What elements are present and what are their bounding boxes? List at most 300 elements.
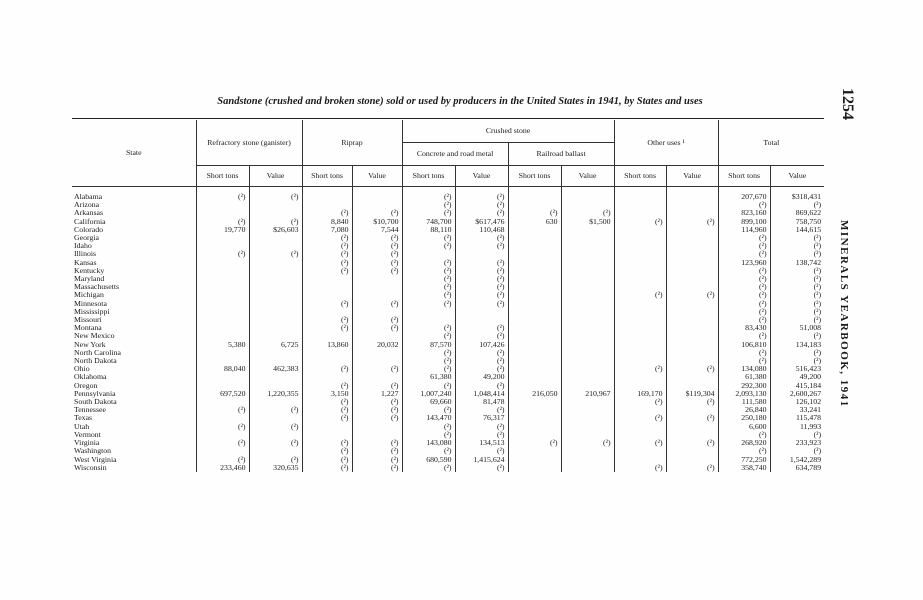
table-cell: (²): [352, 234, 402, 242]
table-cell: [352, 283, 402, 291]
table-cell: (²): [561, 439, 614, 447]
table-cell: (²): [196, 456, 249, 464]
table-cell: (²): [402, 300, 455, 308]
table-cell: [614, 275, 666, 283]
table-cell: (²): [718, 308, 770, 316]
table-cell: 772,250: [718, 456, 770, 464]
table-cell: (²): [302, 316, 352, 324]
table-cell: [352, 187, 402, 202]
table-cell: 114,960: [718, 226, 770, 234]
table-cell: [561, 423, 614, 431]
table-cell: 630: [508, 218, 561, 226]
table-cell: 81,478: [455, 398, 508, 406]
table-row: [72, 423, 824, 431]
table-cell: 88,110: [402, 226, 455, 234]
table-cell: (²): [402, 382, 455, 390]
table-cell: (²): [249, 456, 302, 464]
table-cell: 358,740: [718, 464, 770, 472]
table-cell: (²): [352, 267, 402, 275]
table-cell: [614, 382, 666, 390]
table-cell: 292,300: [718, 382, 770, 390]
table-cell: 216,050: [508, 390, 561, 398]
table-cell: [196, 316, 249, 324]
table-cell: (²): [402, 283, 455, 291]
state-name: Mississippi: [74, 307, 110, 316]
table-cell: (²): [666, 291, 718, 299]
table-cell: [561, 316, 614, 324]
table-cell: [508, 300, 561, 308]
table-cell: 210,967: [561, 390, 614, 398]
sandstone-table: [72, 120, 824, 472]
table-cell: [561, 267, 614, 275]
table-cell: (²): [770, 308, 824, 316]
table-cell: 6,600: [718, 423, 770, 431]
table-cell: [508, 373, 561, 381]
state-name: Idaho: [74, 242, 92, 251]
table-cell: 899,100: [718, 218, 770, 226]
state-name: North Dakota: [74, 357, 117, 366]
state-name: Tennessee: [74, 406, 106, 415]
table-cell: 61,380: [402, 373, 455, 381]
subheader-short-tons: Short tons: [196, 166, 249, 187]
table-cell: [455, 308, 508, 316]
table-cell: (²): [561, 209, 614, 217]
table-cell: (²): [352, 464, 402, 472]
table-cell: 5,380: [196, 341, 249, 349]
table-row: [72, 349, 824, 357]
table-row: [72, 300, 824, 308]
table-cell: (²): [402, 365, 455, 373]
table-cell: $1,500: [561, 218, 614, 226]
table-cell: [508, 414, 561, 422]
table-cell: [666, 316, 718, 324]
table-caption: Sandstone (crushed and broken stone) sold or used by producers in the United States in 1941, by States and uses: [217, 96, 703, 107]
table-cell: [352, 308, 402, 316]
table-cell: (²): [402, 187, 455, 202]
state-name: California: [74, 217, 106, 226]
table-cell: [508, 267, 561, 275]
table-cell: [508, 291, 561, 299]
table-cell: [508, 456, 561, 464]
table-cell: (²): [402, 431, 455, 439]
table-cell: [196, 308, 249, 316]
table-cell: (²): [352, 382, 402, 390]
table-cell: [508, 365, 561, 373]
running-head: MINERALS YEARBOOK, 1941: [838, 220, 850, 408]
table-cell: 169,170: [614, 390, 666, 398]
table-cell: [666, 324, 718, 332]
table-cell: [249, 283, 302, 291]
table-cell: [614, 242, 666, 250]
table-row: [72, 275, 824, 283]
table-cell: (²): [614, 218, 666, 226]
table-cell: (²): [455, 300, 508, 308]
header-railroad-ballast: Railroad ballast: [508, 143, 614, 166]
table-cell: [196, 324, 249, 332]
table-cell: (²): [718, 349, 770, 357]
table-cell: [614, 447, 666, 455]
table-cell: (²): [402, 357, 455, 365]
table-cell: (²): [718, 250, 770, 258]
state-name: Texas: [74, 414, 93, 423]
table-cell: [561, 357, 614, 365]
header-crushed-stone: Crushed stone: [402, 120, 614, 143]
table-cell: 123,960: [718, 259, 770, 267]
table-cell: [249, 382, 302, 390]
table-cell: [666, 382, 718, 390]
table-cell: [455, 316, 508, 324]
table-cell: [249, 291, 302, 299]
table-cell: [508, 464, 561, 472]
table-cell: [666, 349, 718, 357]
table-cell: 8,840: [302, 218, 352, 226]
subheader-value: Value: [770, 166, 824, 187]
table-cell: [508, 234, 561, 242]
state-name: Kansas: [74, 258, 97, 267]
table-cell: [249, 398, 302, 406]
table-cell: 13,860: [302, 341, 352, 349]
table-cell: [561, 283, 614, 291]
table-cell: (²): [718, 316, 770, 324]
table-cell: (²): [770, 242, 824, 250]
table-cell: [614, 316, 666, 324]
table-cell: [508, 357, 561, 365]
table-cell: [302, 291, 352, 299]
table-cell: [561, 414, 614, 422]
table-cell: 1,415,624: [455, 456, 508, 464]
table-cell: (²): [302, 382, 352, 390]
table-cell: (²): [770, 447, 824, 455]
table-cell: [455, 250, 508, 258]
table-cell: [508, 226, 561, 234]
table-cell: [249, 414, 302, 422]
table-cell: 758,750: [770, 218, 824, 226]
table-cell: (²): [718, 234, 770, 242]
table-cell: [614, 456, 666, 464]
table-cell: (²): [402, 349, 455, 357]
table-cell: 134,183: [770, 341, 824, 349]
table-row: [72, 341, 824, 349]
table-cell: [614, 373, 666, 381]
table-cell: [508, 332, 561, 340]
table-cell: [666, 234, 718, 242]
table-cell: (²): [402, 332, 455, 340]
state-name: Alabama: [74, 192, 103, 201]
table-cell: 20,032: [352, 341, 402, 349]
table-cell: (²): [352, 242, 402, 250]
table-cell: [614, 259, 666, 267]
table-cell: 1,227: [352, 390, 402, 398]
table-cell: [249, 275, 302, 283]
table-cell: [196, 275, 249, 283]
table-cell: (²): [455, 349, 508, 357]
table-cell: 823,160: [718, 209, 770, 217]
table-row: [72, 201, 824, 209]
table-cell: 111,580: [718, 398, 770, 406]
table-cell: $318,431: [770, 187, 824, 202]
table-cell: [196, 242, 249, 250]
table-cell: [196, 382, 249, 390]
table-row: [72, 259, 824, 267]
table-cell: (²): [402, 464, 455, 472]
table-cell: [561, 398, 614, 406]
state-name: Arizona: [74, 201, 100, 210]
table-cell: [352, 431, 402, 439]
state-name: Ohio: [74, 365, 90, 374]
table-cell: (²): [402, 259, 455, 267]
table-cell: [561, 464, 614, 472]
table-cell: [302, 431, 352, 439]
table-cell: (²): [718, 275, 770, 283]
table-cell: [666, 357, 718, 365]
table-cell: (²): [302, 365, 352, 373]
table-cell: [666, 456, 718, 464]
table-cell: [666, 242, 718, 250]
state-name: Kentucky: [74, 266, 105, 275]
table-cell: [614, 187, 666, 202]
table-cell: [196, 398, 249, 406]
table-cell: [614, 201, 666, 209]
table-cell: 2,600,267: [770, 390, 824, 398]
table-cell: 69,660: [402, 398, 455, 406]
table-cell: [249, 373, 302, 381]
state-name: Colorado: [74, 225, 104, 234]
table-cell: (²): [770, 234, 824, 242]
table-cell: [196, 283, 249, 291]
table-cell: (²): [770, 431, 824, 439]
table-cell: 49,200: [770, 373, 824, 381]
table-cell: [249, 316, 302, 324]
table-cell: (²): [249, 423, 302, 431]
table-cell: [666, 423, 718, 431]
table-row: [72, 242, 824, 250]
subheader-short-tons: Short tons: [302, 166, 352, 187]
table-cell: (²): [718, 283, 770, 291]
state-name: Vermont: [74, 430, 101, 439]
table-top-rule: [72, 118, 824, 119]
table-cell: (²): [302, 398, 352, 406]
table-cell: (²): [302, 406, 352, 414]
table-cell: [614, 300, 666, 308]
table-cell: (²): [718, 267, 770, 275]
table-cell: (²): [249, 218, 302, 226]
table-cell: (²): [455, 234, 508, 242]
table-cell: (²): [455, 187, 508, 202]
table-cell: (²): [352, 324, 402, 332]
table-cell: [302, 308, 352, 316]
table-cell: (²): [455, 365, 508, 373]
table-cell: [249, 357, 302, 365]
table-cell: [666, 226, 718, 234]
table-cell: (²): [666, 218, 718, 226]
table-cell: (²): [196, 423, 249, 431]
table-cell: (²): [249, 250, 302, 258]
table-cell: (²): [302, 234, 352, 242]
table-cell: (²): [666, 439, 718, 447]
table-cell: [614, 226, 666, 234]
header-concrete-road-metal: Concrete and road metal: [402, 143, 508, 166]
table-cell: [352, 275, 402, 283]
header-state: State: [125, 148, 142, 157]
table-cell: 11,993: [770, 423, 824, 431]
table-cell: (²): [770, 316, 824, 324]
table-cell: [561, 201, 614, 209]
table-cell: [302, 283, 352, 291]
table-cell: [614, 431, 666, 439]
table-row: [72, 308, 824, 316]
table-cell: [614, 324, 666, 332]
table-cell: (²): [352, 209, 402, 217]
table-cell: (²): [770, 291, 824, 299]
table-cell: (²): [718, 242, 770, 250]
table-cell: (²): [770, 250, 824, 258]
table-cell: 233,923: [770, 439, 824, 447]
subheader-value: Value: [561, 166, 614, 187]
table-cell: [666, 201, 718, 209]
table-cell: [561, 382, 614, 390]
table-cell: (²): [455, 431, 508, 439]
table-cell: (²): [666, 398, 718, 406]
table-cell: [666, 209, 718, 217]
table-cell: (²): [402, 242, 455, 250]
header-riprap: Riprap: [302, 120, 402, 166]
table-cell: [508, 250, 561, 258]
table-cell: 268,920: [718, 439, 770, 447]
table-cell: $26,603: [249, 226, 302, 234]
state-name: Wisconsin: [74, 463, 107, 472]
table-cell: 1,220,355: [249, 390, 302, 398]
table-cell: [561, 259, 614, 267]
table-cell: (²): [402, 447, 455, 455]
table-row: [72, 218, 824, 226]
subheader-value: Value: [666, 166, 718, 187]
table-row: [72, 382, 824, 390]
table-cell: (²): [455, 275, 508, 283]
table-cell: 207,670: [718, 187, 770, 202]
table-cell: [666, 308, 718, 316]
table-cell: 869,622: [770, 209, 824, 217]
table-cell: (²): [508, 209, 561, 217]
table-row: [72, 439, 824, 447]
table-cell: (²): [249, 406, 302, 414]
subheader-short-tons: Short tons: [508, 166, 561, 187]
table-cell: [302, 201, 352, 209]
table-cell: 143,080: [402, 439, 455, 447]
table-row: [72, 357, 824, 365]
table-cell: 83,430: [718, 324, 770, 332]
table-cell: 7,080: [302, 226, 352, 234]
table-cell: (²): [352, 300, 402, 308]
table-cell: (²): [614, 291, 666, 299]
table-cell: (²): [770, 267, 824, 275]
table-cell: (²): [770, 300, 824, 308]
table-cell: (²): [614, 439, 666, 447]
table-cell: [249, 259, 302, 267]
table-cell: 76,317: [455, 414, 508, 422]
header-refractory: Refractory stone (ganister): [196, 120, 302, 166]
table-cell: (²): [718, 357, 770, 365]
table-cell: (²): [455, 283, 508, 291]
table-cell: 134,080: [718, 365, 770, 373]
table-cell: 87,570: [402, 341, 455, 349]
table-cell: 26,840: [718, 406, 770, 414]
state-name: New York: [74, 340, 106, 349]
table-cell: [302, 349, 352, 357]
table-cell: 88,040: [196, 365, 249, 373]
table-cell: (²): [302, 242, 352, 250]
table-cell: (²): [402, 201, 455, 209]
table-cell: [352, 291, 402, 299]
table-cell: (²): [455, 464, 508, 472]
table-cell: 106,810: [718, 341, 770, 349]
table-cell: 3,150: [302, 390, 352, 398]
table-cell: [614, 267, 666, 275]
table-cell: [561, 324, 614, 332]
table-cell: [614, 357, 666, 365]
table-cell: (²): [302, 456, 352, 464]
table-cell: [508, 308, 561, 316]
table-cell: [561, 308, 614, 316]
state-name: Virginia: [74, 439, 100, 448]
table-cell: [249, 431, 302, 439]
table-cell: (²): [455, 324, 508, 332]
table-cell: 126,102: [770, 398, 824, 406]
table-cell: [666, 267, 718, 275]
table-row: [72, 456, 824, 464]
table-cell: (²): [718, 300, 770, 308]
table-cell: [249, 300, 302, 308]
table-cell: [196, 357, 249, 365]
table-cell: 2,093,130: [718, 390, 770, 398]
table-cell: (²): [352, 414, 402, 422]
table-cell: (²): [352, 406, 402, 414]
table-cell: [561, 431, 614, 439]
table-cell: [302, 357, 352, 365]
table-cell: (²): [666, 414, 718, 422]
table-cell: (²): [455, 357, 508, 365]
subheader-short-tons: Short tons: [718, 166, 770, 187]
table-cell: [352, 201, 402, 209]
state-name: Oregon: [74, 381, 98, 390]
table-cell: [614, 234, 666, 242]
table-cell: $119,304: [666, 390, 718, 398]
table-cell: [508, 201, 561, 209]
table-cell: (²): [402, 406, 455, 414]
state-name: Washington: [74, 447, 112, 456]
subheader-value: Value: [249, 166, 302, 187]
state-name: New Mexico: [74, 332, 115, 341]
table-cell: [614, 423, 666, 431]
table-cell: (²): [302, 300, 352, 308]
table-cell: [249, 267, 302, 275]
table-cell: (²): [614, 365, 666, 373]
table-cell: [561, 447, 614, 455]
table-cell: (²): [718, 431, 770, 439]
table-cell: [666, 341, 718, 349]
table-cell: [666, 406, 718, 414]
subheader-value: Value: [352, 166, 402, 187]
table-cell: (²): [249, 439, 302, 447]
state-name: Georgia: [74, 234, 99, 243]
table-cell: 138,742: [770, 259, 824, 267]
table-cell: (²): [352, 456, 402, 464]
table-cell: 110,468: [455, 226, 508, 234]
table-cell: (²): [455, 242, 508, 250]
table-cell: (²): [718, 447, 770, 455]
table-cell: [196, 209, 249, 217]
table-cell: (²): [718, 201, 770, 209]
table-cell: (²): [770, 283, 824, 291]
